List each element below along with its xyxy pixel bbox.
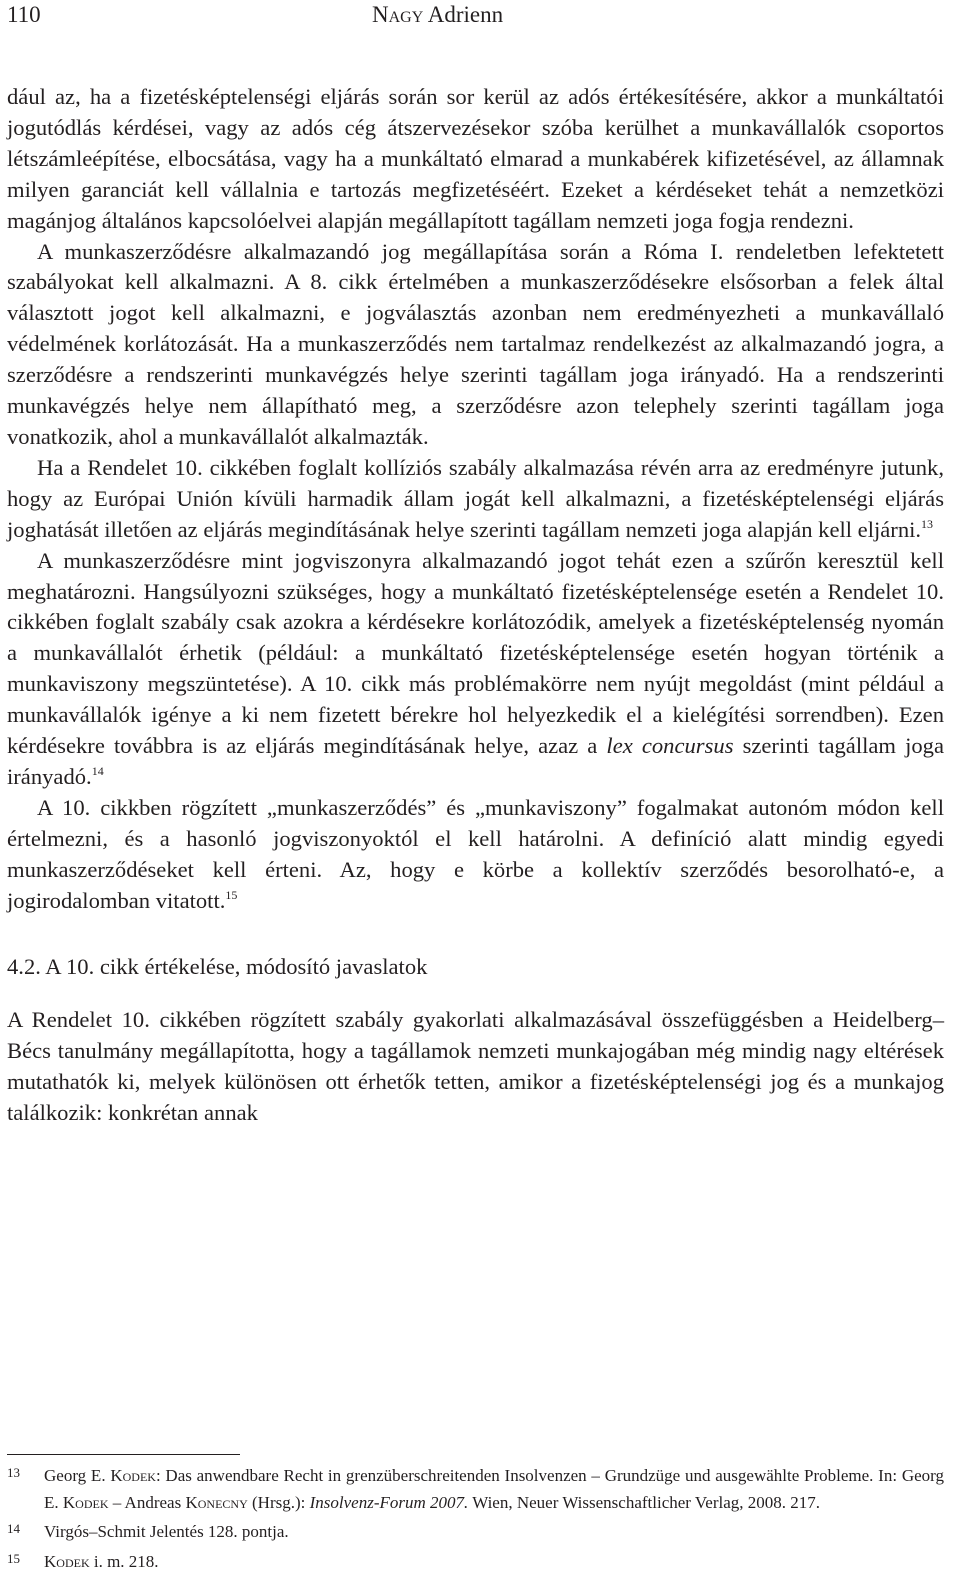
- paragraph-text: dául az, ha a fizetésképtelenségi eljárás során sor kerül az adós értékesítésére, akkor a munkáltatói jogutódlás kérdései, vagy az adós cég átszervezésekor szóba kerülhet a munkavállalók csoportos létszámleépítése, elbocsátása, vagy ha a munkáltató elmarad a munkabérek kifizetésével, az államnak milyen garanciát kell vállalnia e tartozás megfizetéséért. Ezeket a kérdéseket tehát a nemzetközi magánjog általános kapcsolóelvei alapján megállapított tagállam nemzeti joga fogja rendezni.: [7, 84, 944, 233]
- footnote-number: 13: [7, 1465, 20, 1480]
- paragraph-text: A munkaszerződésre alkalmazandó jog megállapítása során a Róma I. rendeletben lefektetett szabályokat kell alkalmazni. A 8. cikk értelmében a munkaszerződésekre elsősorban a felek által választott jogot kell alkalmazni, e jogválasztás azonban nem eredményezheti a munkavállaló védelmének korlátozását. Ha a munkaszerződés nem tartalmaz rendelkezést az alkalmazandó jogra, a szerződésre a rendszerinti munkavégzés helye szerinti tagállam joga irányadó. Ha a rendszerinti munkavégzés helye nem állapítható meg, a szerződésre azon telephely szerinti tagállam joga vonatkozik, ahol a munkavállalót alkalmazták.: [7, 238, 944, 449]
- footnote-text-part: Wien, Neuer Wissenschaftlicher Verlag, 2008. 217.: [468, 1492, 821, 1512]
- paragraph-text: A Rendelet 10. cikkében rögzített szabály gyakorlati alkalmazásával összefüggésben a Heidelberg–Bécs tanulmány megállapította, hogy a tagállamok nemzeti munkajogában még mindig nagy eltérések mutathatók ki, melyek különösen ott érhetők tetten, amikor a fizetésképtelenségi jog és a munkajog találkozik: konkrétan annak: [7, 1007, 944, 1126]
- footnote-text-part: – Andreas: [108, 1492, 186, 1512]
- footnote-13: [7, 1463, 944, 1516]
- page-number: 110: [7, 2, 41, 27]
- footnote-ref-14[interactable]: 14: [91, 763, 104, 778]
- section-heading: 4.2. A 10. cikk értékelése, módosító javaslatok: [7, 954, 428, 980]
- footnote-text: Virgós–Schmit Jelentés 128. pontja.: [44, 1522, 289, 1541]
- author-surname: Nagy: [372, 2, 424, 27]
- footnote-text: [44, 1549, 944, 1576]
- paragraph-text: A munkaszerződésre mint jogviszonyra alkalmazandó jogot tehát ezen a szűrőn keresztül kell meghatározni. Hangsúlyozni szükséges, hogy a munkáltató fizetésképtelensége esetén a Rendelet 10. cikkében foglalt szabály csak azokra a kérdésekre korlátozódik, amelyek a fizetésképtelenség nyomán a munkavállalót érhetik (például: a munkáltató fizetésképtelensége esetén hogyan történik a munkaviszony megszüntetése). A 10. cikk más problémakörre nem nyújt megoldást (mint például a munkavállalók igénye a ki nem fizetett bérekre hol helyezkedik el a kielégítési sorrendben). Ezen kérdésekre továbbra is az eljárás megindításának helye, azaz a: [7, 547, 944, 759]
- footnote-14: [7, 1519, 944, 1546]
- paragraph: [7, 82, 944, 237]
- footnote-number: 15: [7, 1550, 20, 1566]
- running-header: [7, 0, 944, 36]
- paragraph-text: A 10. cikkben rögzített „munkaszerződés” és „munkaviszony” fogalmakat autonóm módon kell értelmezni, és a hasonló jogviszonyoktól el kell határolni. A definíció alatt mindig egyedi munkaszerződéseket kell érteni. Az, hogy e körbe a kollektív szerződés besorolható-e, a jogirodalomban vitatott.: [7, 794, 944, 913]
- footnotes: [7, 1463, 944, 1575]
- footnote-number: 14: [7, 1521, 20, 1536]
- book-title: Insolvenz-Forum 2007.: [309, 1492, 469, 1512]
- footnote-text: [44, 1463, 944, 1516]
- footnote-ref-13[interactable]: 13: [921, 516, 934, 531]
- footnote-ref-15[interactable]: 15: [225, 887, 238, 902]
- footnote-text-part: : Das anwendbare Recht in grenzüberschreitenden Insolvenzen – Grundzüge und ausgewählte Probleme. In: Georg E.: [44, 1466, 945, 1512]
- footnote-text-part: (Hrsg.):: [247, 1492, 310, 1512]
- paragraph: [7, 1005, 944, 1129]
- author-name: Konecny: [185, 1492, 248, 1512]
- paragraph-text-tail: szerinti tagállam joga irányadó.: [7, 733, 944, 789]
- italic-term: lex concursus: [606, 733, 734, 759]
- footnote-15: [7, 1549, 944, 1576]
- author-name: Kodek: [62, 1492, 109, 1512]
- footnote-text-part: Georg E.: [44, 1466, 111, 1485]
- paragraph-text: Ha a Rendelet 10. cikkében foglalt kollíziós szabály alkalmazása révén arra az eredményre jutunk, hogy az Európai Unión kívüli harmadik állam jogát kell alkalmazni, a fizetésképtelenségi eljárás joghatását illetően az eljárás megindításának helye szerinti tagállam nemzeti joga alapján kell eljárni.: [7, 454, 944, 542]
- author-name: Kodek: [44, 1551, 90, 1571]
- paragraph: [7, 546, 944, 793]
- paragraph: [7, 453, 944, 546]
- paragraph: [7, 237, 944, 453]
- running-head-author: [372, 2, 503, 28]
- author-name: Kodek: [110, 1466, 156, 1485]
- author-given-name: Adrienn: [423, 2, 504, 27]
- document-page: [7, 0, 944, 1129]
- footnote-text-part: i. m. 218.: [89, 1551, 159, 1571]
- footnote-divider: [7, 1454, 240, 1455]
- paragraph: [7, 793, 944, 917]
- body-text: [7, 82, 944, 1129]
